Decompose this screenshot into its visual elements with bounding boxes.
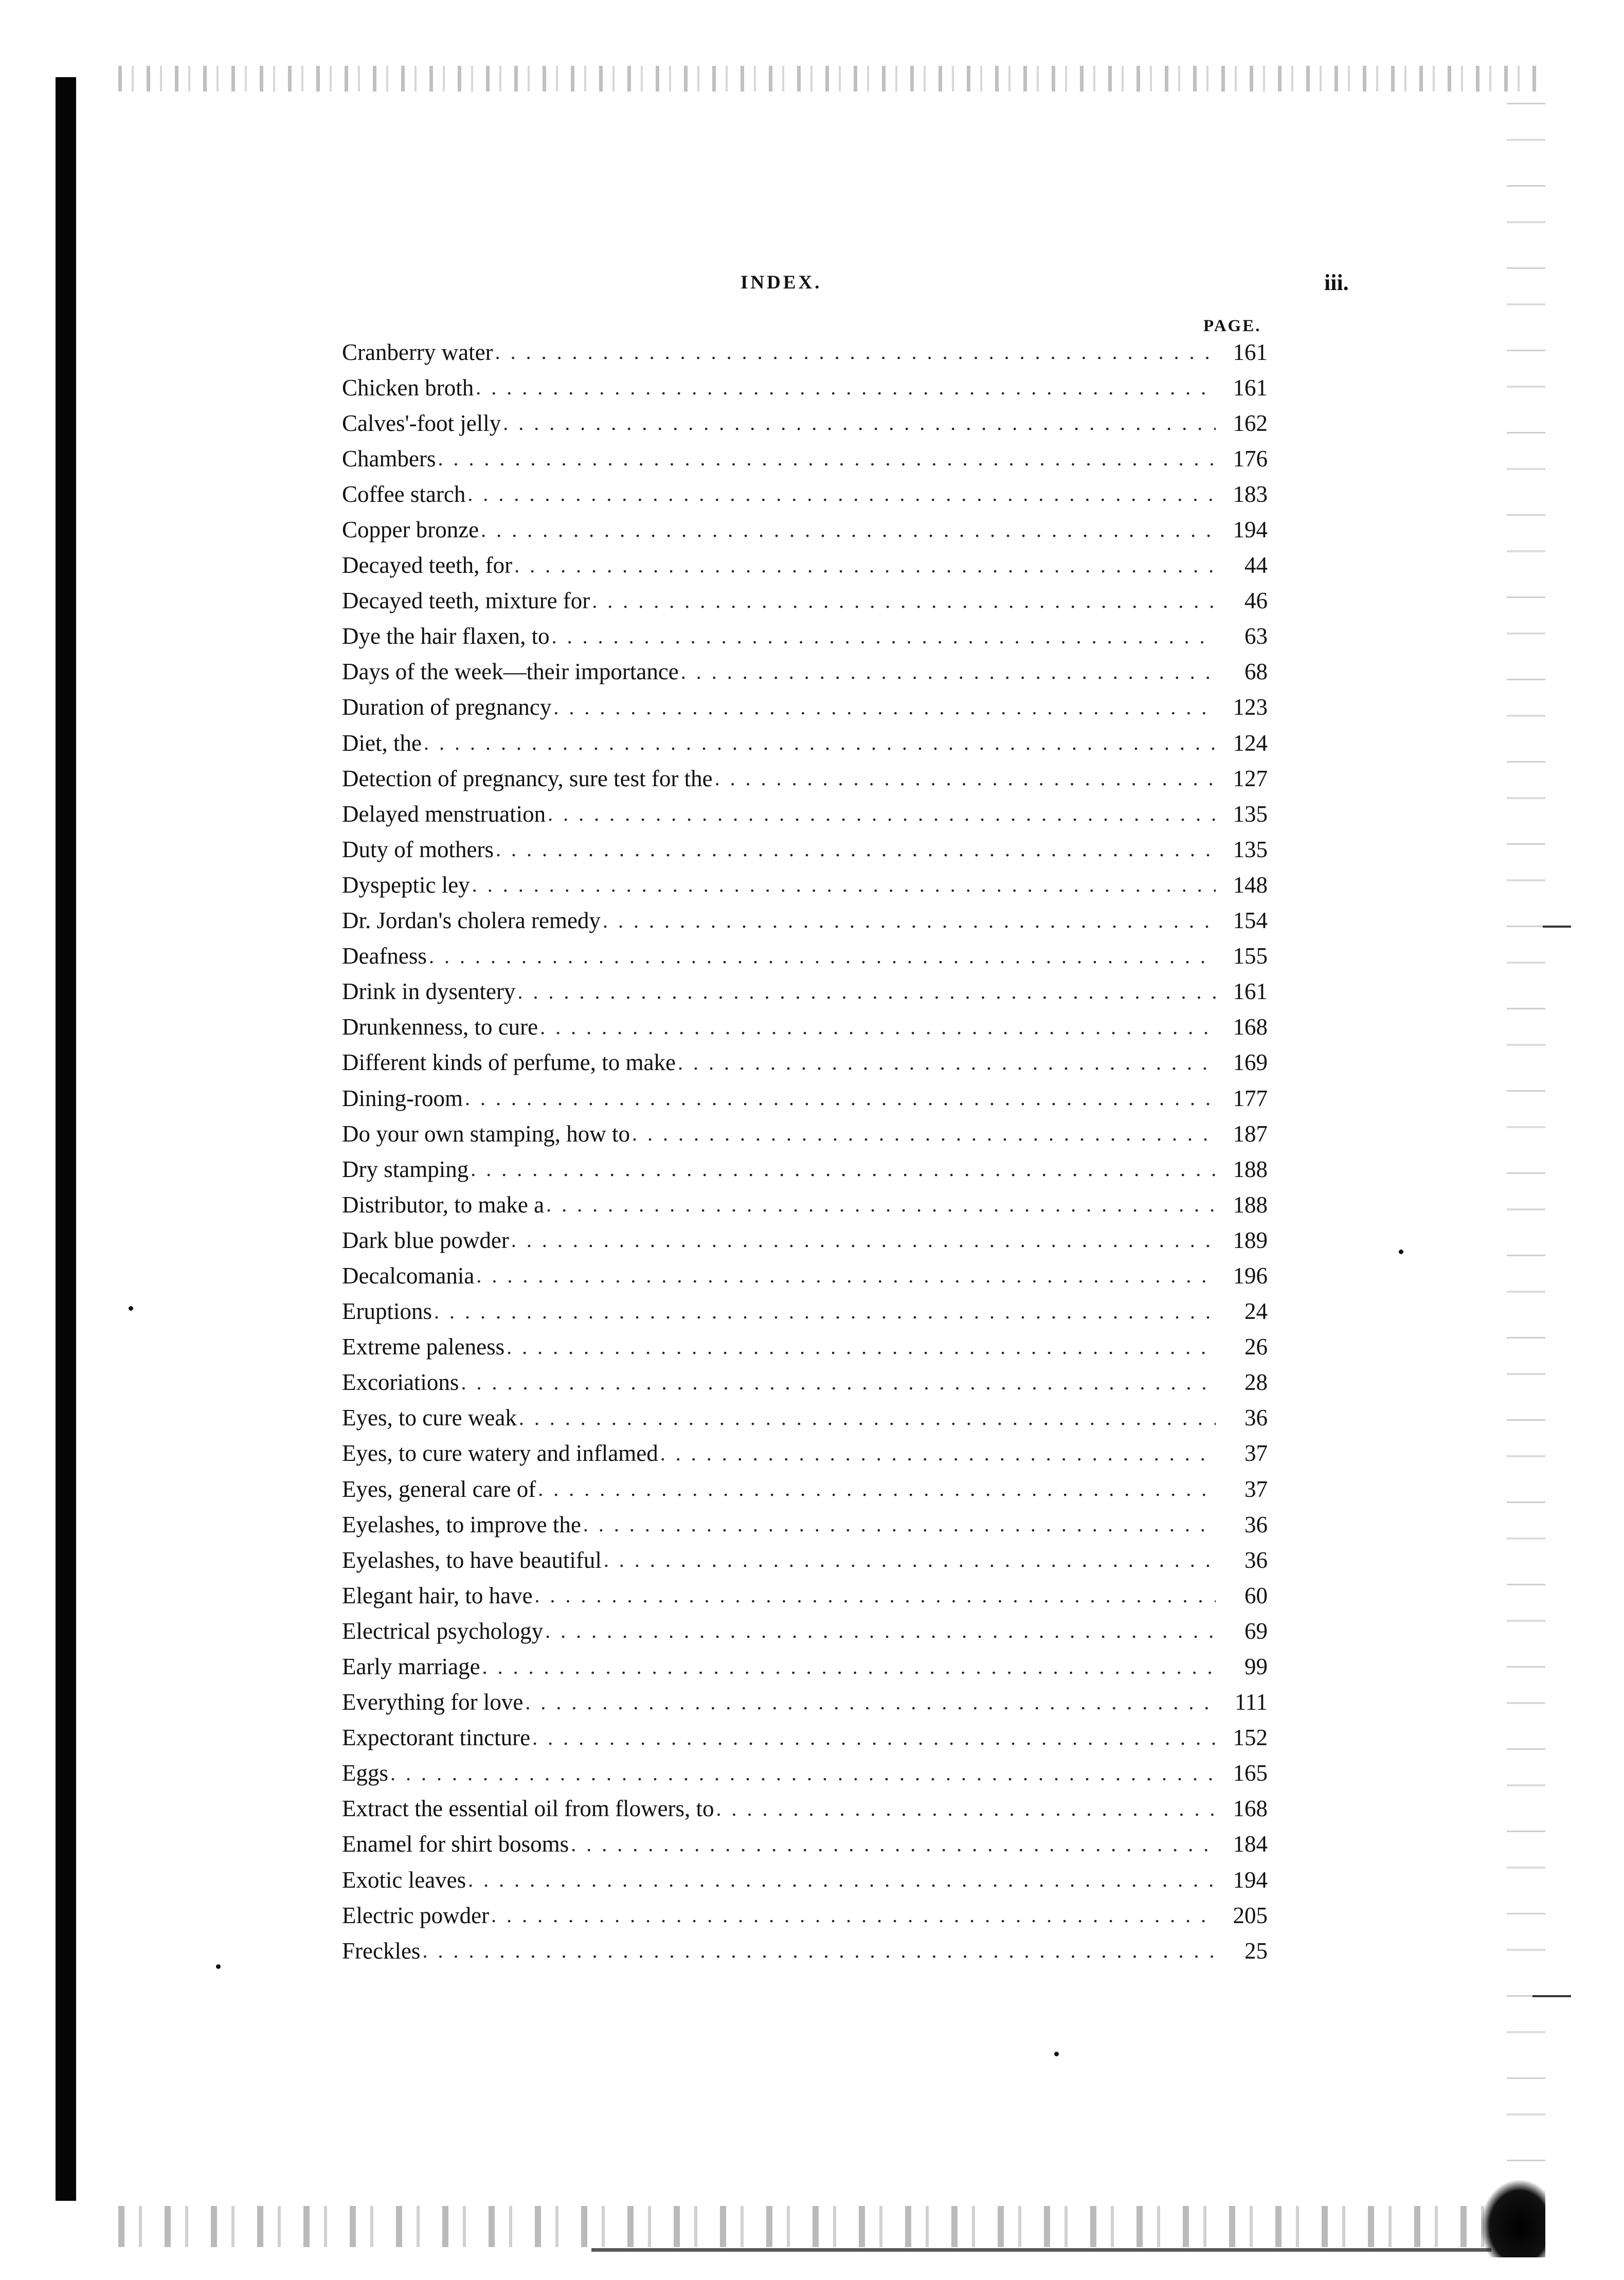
index-page-number: 36 xyxy=(1244,1547,1268,1573)
index-term: Decayed teeth, mixture for xyxy=(342,588,590,614)
scan-noise-right xyxy=(1507,103,1545,2185)
index-term: Dark blue powder xyxy=(342,1227,509,1253)
index-entry xyxy=(342,1187,1268,1222)
index-entry xyxy=(342,619,1268,654)
index-page-number: 36 xyxy=(1244,1405,1268,1431)
dot-leader xyxy=(545,1619,1216,1643)
index-page-number: 99 xyxy=(1244,1654,1268,1680)
index-entry xyxy=(342,690,1268,725)
dot-leader xyxy=(517,980,1216,1004)
index-page-number: 37 xyxy=(1244,1476,1268,1502)
index-entry xyxy=(342,654,1268,690)
dot-leader xyxy=(532,1726,1216,1750)
scan-mark xyxy=(1532,1995,1571,1997)
index-term: Dining-room xyxy=(342,1085,463,1111)
dot-leader xyxy=(422,1939,1216,1963)
index-entry xyxy=(342,512,1268,547)
index-term: Chicken broth xyxy=(342,374,474,401)
index-page-number: 63 xyxy=(1244,623,1268,649)
index-page-number: 152 xyxy=(1233,1725,1268,1751)
index-entry xyxy=(342,1365,1268,1400)
index-term: Expectorant tincture xyxy=(342,1725,531,1751)
index-entry xyxy=(342,334,1268,370)
index-page-number: 194 xyxy=(1233,1867,1268,1893)
dot-leader xyxy=(461,1370,1216,1395)
index-term: Eyelashes, to improve the xyxy=(342,1511,581,1537)
index-term: Everything for love xyxy=(342,1689,524,1715)
index-entry xyxy=(342,441,1268,476)
dot-leader xyxy=(604,1548,1216,1572)
index-entry xyxy=(342,1294,1268,1329)
dot-leader xyxy=(503,411,1216,435)
index-term: Extract the essential oil from flowers, to xyxy=(342,1796,714,1822)
scan-edge-line xyxy=(591,2248,1491,2252)
index-entry xyxy=(342,974,1268,1009)
dot-leader xyxy=(491,1903,1216,1927)
index-page-number: 28 xyxy=(1244,1369,1268,1396)
index-entry xyxy=(342,903,1268,938)
index-page-number: 165 xyxy=(1233,1760,1268,1786)
index-term: Deafness xyxy=(342,943,427,969)
index-entry xyxy=(342,1791,1268,1826)
index-term: Eyes, to cure weak xyxy=(342,1405,517,1431)
dot-leader xyxy=(434,1299,1216,1324)
index-entry xyxy=(342,1897,1268,1933)
index-page-number: 194 xyxy=(1233,517,1268,543)
dot-leader xyxy=(476,375,1216,400)
index-entry xyxy=(342,1720,1268,1756)
dot-leader xyxy=(507,1335,1216,1359)
dot-leader xyxy=(538,1477,1216,1501)
dot-leader xyxy=(390,1761,1216,1785)
dot-leader xyxy=(660,1441,1216,1465)
index-entry xyxy=(342,1862,1268,1897)
page-number: iii. xyxy=(1324,270,1349,295)
index-entry xyxy=(342,1045,1268,1080)
index-term: Cranberry water xyxy=(342,339,493,365)
index-entry xyxy=(342,1933,1268,1968)
index-entry xyxy=(342,1116,1268,1151)
index-term: Detection of pregnancy, sure test for the xyxy=(342,765,713,791)
index-page-number: 25 xyxy=(1244,1938,1268,1964)
index-entry xyxy=(342,1329,1268,1365)
index-entry xyxy=(342,938,1268,974)
index-term: Delayed menstruation xyxy=(342,801,546,827)
index-term: Drink in dysentery xyxy=(342,979,516,1005)
index-term: Eyes, to cure watery and inflamed xyxy=(342,1440,658,1467)
index-term: Freckles xyxy=(342,1938,421,1964)
index-entry xyxy=(342,476,1268,512)
index-page-number: 68 xyxy=(1244,659,1268,685)
index-term: Chambers xyxy=(342,445,436,472)
index-page-number: 161 xyxy=(1233,979,1268,1005)
index-term: Elegant hair, to have xyxy=(342,1582,533,1608)
index-entry xyxy=(342,1826,1268,1862)
dot-leader xyxy=(681,660,1216,684)
index-page-number: 148 xyxy=(1233,872,1268,898)
index-page-number: 176 xyxy=(1233,445,1268,472)
index-page-number: 177 xyxy=(1233,1085,1268,1111)
page-column-label: PAGE. xyxy=(1203,317,1261,335)
index-entry xyxy=(342,796,1268,831)
dot-leader xyxy=(482,1655,1216,1679)
dot-leader xyxy=(583,1512,1216,1536)
index-term: Drunkenness, to cure xyxy=(342,1014,538,1040)
index-page-number: 188 xyxy=(1233,1191,1268,1218)
index-term: Diet, the xyxy=(342,730,422,756)
index-entry xyxy=(342,1578,1268,1613)
index-page-number: 127 xyxy=(1233,765,1268,791)
index-list xyxy=(342,334,1268,1968)
dot-leader xyxy=(548,802,1216,826)
scan-speck xyxy=(216,1964,221,1969)
index-term: Decalcomania xyxy=(342,1262,475,1289)
index-page-number: 162 xyxy=(1233,410,1268,436)
dot-leader xyxy=(571,1832,1216,1856)
index-term: Early marriage xyxy=(342,1654,480,1680)
index-entry xyxy=(342,1080,1268,1116)
index-term: Dry stamping xyxy=(342,1156,469,1182)
dot-leader xyxy=(514,553,1216,577)
index-term: Electric powder xyxy=(342,1902,490,1928)
index-entry xyxy=(342,1222,1268,1258)
index-term: Eggs xyxy=(342,1760,388,1786)
dot-leader xyxy=(603,909,1216,933)
index-page-number: 161 xyxy=(1233,339,1268,365)
index-page-number: 37 xyxy=(1244,1440,1268,1467)
scan-speck xyxy=(1054,2052,1059,2056)
dot-leader xyxy=(632,1121,1216,1146)
dot-leader xyxy=(429,944,1216,968)
index-term: Copper bronze xyxy=(342,517,479,543)
dot-leader xyxy=(476,1263,1216,1288)
index-entry xyxy=(342,1436,1268,1471)
index-term: Days of the week—their importance xyxy=(342,659,679,685)
index-term: Decayed teeth, for xyxy=(342,552,513,578)
dot-leader xyxy=(468,1868,1216,1892)
dot-leader xyxy=(535,1583,1216,1607)
index-page-number: 169 xyxy=(1233,1049,1268,1076)
index-entry xyxy=(342,725,1268,761)
index-page-number: 168 xyxy=(1233,1796,1268,1822)
index-term: Enamel for shirt bosoms xyxy=(342,1831,569,1857)
index-entry xyxy=(342,1471,1268,1507)
index-term: Duty of mothers xyxy=(342,836,494,862)
index-page-number: 154 xyxy=(1233,908,1268,934)
index-term: Eyes, general care of xyxy=(342,1476,536,1502)
index-term: Excoriations xyxy=(342,1369,459,1396)
scan-speck xyxy=(129,1306,133,1311)
dot-leader xyxy=(716,1797,1216,1821)
dot-leader xyxy=(540,1015,1216,1039)
index-page-number: 184 xyxy=(1233,1831,1268,1857)
dot-leader xyxy=(552,624,1216,648)
dot-leader xyxy=(496,837,1216,861)
index-entry xyxy=(342,867,1268,902)
index-page-number: 46 xyxy=(1244,588,1268,614)
dot-leader xyxy=(715,766,1216,790)
index-entry xyxy=(342,370,1268,405)
index-page-number: 44 xyxy=(1244,552,1268,578)
index-entry xyxy=(342,1613,1268,1649)
index-term: Eruptions xyxy=(342,1298,432,1325)
dot-leader xyxy=(553,695,1216,719)
index-term: Electrical psychology xyxy=(342,1618,544,1644)
index-page-number: 123 xyxy=(1233,694,1268,720)
dot-leader xyxy=(471,1157,1216,1181)
index-entry xyxy=(342,583,1268,619)
scan-noise-top xyxy=(118,66,1538,92)
index-term: Exotic leaves xyxy=(342,1867,466,1893)
index-term: Extreme paleness xyxy=(342,1334,505,1360)
dot-leader xyxy=(438,446,1216,471)
dot-leader xyxy=(472,873,1216,897)
scan-noise-bottom xyxy=(118,2206,1507,2247)
index-term: Dr. Jordan's cholera remedy xyxy=(342,908,601,934)
index-term: Different kinds of perfume, to make xyxy=(342,1049,676,1076)
index-entry xyxy=(342,405,1268,441)
index-page-number: 205 xyxy=(1233,1902,1268,1928)
index-entry xyxy=(342,1009,1268,1045)
dot-leader xyxy=(546,1192,1216,1217)
index-page-number: 111 xyxy=(1234,1689,1268,1715)
dot-leader xyxy=(678,1051,1216,1075)
index-page-number: 161 xyxy=(1233,374,1268,401)
index-term: Duration of pregnancy xyxy=(342,694,552,720)
index-entry xyxy=(342,1685,1268,1720)
index-term: Dye the hair flaxen, to xyxy=(342,623,550,649)
running-head: INDEX. xyxy=(741,272,822,293)
index-page-number: 36 xyxy=(1244,1511,1268,1537)
index-term: Dyspeptic ley xyxy=(342,872,470,898)
index-entry xyxy=(342,761,1268,796)
index-page-number: 135 xyxy=(1233,801,1268,827)
index-page-number: 124 xyxy=(1233,730,1268,756)
index-entry xyxy=(342,1756,1268,1791)
index-page-number: 196 xyxy=(1233,1262,1268,1289)
index-page-number: 168 xyxy=(1233,1014,1268,1040)
scan-corner-blot xyxy=(1481,2180,1545,2257)
index-page-number: 24 xyxy=(1244,1298,1268,1325)
index-entry xyxy=(342,831,1268,867)
dot-leader xyxy=(465,1086,1216,1110)
index-term: Distributor, to make a xyxy=(342,1191,545,1218)
book-spine-shadow xyxy=(56,77,76,2201)
index-page-number: 69 xyxy=(1244,1618,1268,1644)
dot-leader xyxy=(592,589,1216,613)
dot-leader xyxy=(525,1690,1216,1714)
index-entry xyxy=(342,1507,1268,1542)
index-page-number: 188 xyxy=(1233,1156,1268,1182)
index-page-number: 26 xyxy=(1244,1334,1268,1360)
index-entry xyxy=(342,1542,1268,1578)
scan-mark xyxy=(1543,926,1571,928)
index-term: Eyelashes, to have beautiful xyxy=(342,1547,602,1573)
index-page-number: 60 xyxy=(1244,1582,1268,1608)
index-term: Do your own stamping, how to xyxy=(342,1120,630,1147)
index-page-number: 155 xyxy=(1233,943,1268,969)
dot-leader xyxy=(481,518,1216,542)
index-entry xyxy=(342,1151,1268,1187)
index-entry xyxy=(342,548,1268,583)
index-page-number: 183 xyxy=(1233,481,1268,507)
dot-leader xyxy=(519,1406,1216,1430)
index-term: Calves'-foot jelly xyxy=(342,410,501,436)
index-page-number: 189 xyxy=(1233,1227,1268,1253)
dot-leader xyxy=(511,1228,1216,1252)
index-entry xyxy=(342,1400,1268,1436)
scan-speck xyxy=(1399,1250,1403,1254)
dot-leader xyxy=(424,731,1216,755)
index-page-number: 187 xyxy=(1233,1120,1268,1147)
index-entry xyxy=(342,1258,1268,1293)
index-entry xyxy=(342,1649,1268,1684)
index-term: Coffee starch xyxy=(342,481,466,507)
index-page-number: 135 xyxy=(1233,836,1268,862)
dot-leader xyxy=(495,340,1216,364)
dot-leader xyxy=(467,482,1216,506)
